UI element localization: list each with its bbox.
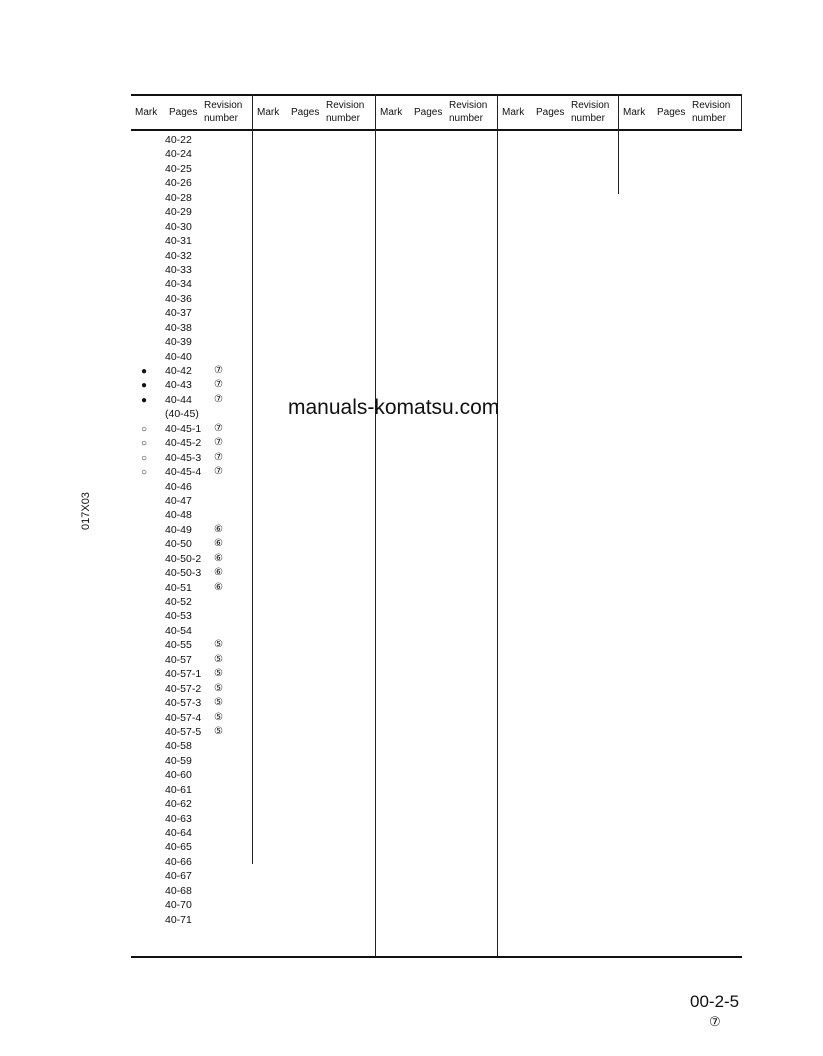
header-mark: Mark — [380, 107, 403, 118]
list-item — [131, 639, 252, 653]
header-mark: Mark — [502, 107, 525, 118]
page-label: 40-68 — [165, 884, 192, 897]
column-header-group — [131, 98, 252, 128]
page-label: 40-45-4 — [165, 466, 202, 479]
list-item — [131, 899, 252, 913]
column-header-group — [376, 98, 497, 128]
header-pages: Pages — [169, 107, 198, 118]
list-item — [131, 192, 252, 206]
revision-number: ⑦ — [214, 437, 223, 449]
page-label: 40-57-5 — [165, 725, 202, 738]
page-label: 40-57 — [165, 653, 192, 666]
revision-number: ⑤ — [214, 653, 223, 665]
page-label: 40-40 — [165, 350, 192, 363]
list-item — [131, 437, 252, 451]
list-item — [131, 582, 252, 596]
mark-symbol: ● — [141, 366, 148, 377]
page-label: 40-46 — [165, 480, 192, 493]
page-label: 40-26 — [165, 177, 192, 190]
page-label: 40-32 — [165, 249, 192, 262]
list-item — [131, 856, 252, 870]
page-label: 40-50 — [165, 538, 192, 551]
header-mark: Mark — [257, 107, 280, 118]
column-header-group — [498, 98, 619, 128]
page-label: 40-57-3 — [165, 697, 202, 710]
revision-number: ⑤ — [214, 668, 223, 680]
page-label: 40-53 — [165, 610, 192, 623]
page-number: 00-2-5 — [690, 992, 740, 1011]
watermark: manuals-komatsu.com — [288, 396, 500, 419]
list-item — [131, 307, 252, 321]
page-label: 40-45-2 — [165, 437, 202, 450]
page-label: 40-66 — [165, 855, 192, 868]
page-label: 40-22 — [165, 134, 192, 146]
page-label: 40-30 — [165, 220, 192, 233]
column-divider — [375, 94, 376, 956]
page-label: 40-57-4 — [165, 711, 202, 724]
column-header-group — [253, 98, 374, 128]
revision-number: ⑥ — [214, 567, 223, 579]
page-label: 40-25 — [165, 162, 192, 175]
page-label: 40-36 — [165, 292, 192, 305]
header-number: number — [449, 113, 483, 124]
header-number: number — [692, 113, 726, 124]
list-item — [131, 394, 252, 408]
page-label: 40-50-2 — [165, 552, 202, 565]
list-item — [131, 235, 252, 249]
page-label: 40-48 — [165, 509, 192, 522]
mark-symbol: ○ — [141, 423, 148, 435]
page-label: 40-45-1 — [165, 422, 202, 435]
page-label: 40-47 — [165, 494, 192, 507]
page-label: 40-57-1 — [165, 668, 202, 681]
header-revision: Revision — [692, 100, 731, 111]
page-label: 40-43 — [165, 379, 192, 392]
page-label: 40-51 — [165, 581, 192, 594]
revision-number: ⑥ — [214, 552, 223, 564]
list-item — [131, 495, 252, 509]
page-label: 40-37 — [165, 307, 192, 320]
header-pages: Pages — [657, 107, 686, 118]
page-label: 40-34 — [165, 278, 192, 291]
page-label: 40-62 — [165, 798, 192, 811]
list-item — [131, 481, 252, 495]
header-revision: Revision — [204, 100, 243, 111]
page-label: 40-38 — [165, 321, 192, 334]
list-item — [131, 365, 252, 379]
list-item — [131, 423, 252, 437]
page-label: 40-70 — [165, 899, 192, 912]
list-item — [131, 221, 252, 235]
list-item — [131, 177, 252, 191]
column-header-group — [619, 98, 740, 128]
page-label: 40-64 — [165, 827, 192, 839]
list-item — [131, 264, 252, 278]
page-label: 40-49 — [165, 523, 192, 536]
revision-number: ⑤ — [214, 682, 223, 694]
list-item — [131, 712, 252, 726]
revision-number: ⑤ — [214, 639, 223, 651]
list-item — [131, 538, 252, 552]
page-label: 40-28 — [165, 191, 192, 204]
revision-number: ⑤ — [214, 697, 223, 709]
list-item — [131, 163, 252, 177]
page-label: 40-63 — [165, 812, 192, 825]
list-item — [131, 466, 252, 480]
list-item — [131, 148, 252, 162]
mark-symbol: ○ — [141, 452, 148, 464]
list-item — [131, 683, 252, 697]
list-item — [131, 740, 252, 754]
side-code: 017X03 — [80, 492, 92, 530]
revision-number: ⑥ — [214, 581, 223, 593]
list-item — [131, 870, 252, 884]
revision-number: ⑥ — [214, 523, 223, 535]
list-item — [131, 509, 252, 523]
list-item — [131, 827, 252, 841]
list-item — [131, 322, 252, 336]
page-label: 40-57-2 — [165, 682, 202, 695]
mark-symbol: ● — [141, 380, 148, 392]
list-item — [131, 755, 252, 769]
list-item — [131, 726, 252, 740]
list-item — [131, 798, 252, 812]
page-label: 40-61 — [165, 783, 192, 796]
list-item — [131, 524, 252, 538]
page-label: 40-42 — [165, 365, 192, 377]
list-item — [131, 784, 252, 798]
list-item — [131, 250, 252, 264]
header-pages: Pages — [536, 107, 565, 118]
revision-number: ⑦ — [214, 379, 223, 391]
page-label: 40-60 — [165, 769, 192, 782]
page-label: 40-31 — [165, 235, 192, 248]
header-number: number — [326, 113, 360, 124]
revision-number: ⑦ — [214, 365, 223, 376]
mark-symbol: ○ — [141, 467, 148, 479]
column-divider — [497, 94, 498, 956]
page-label: 40-71 — [165, 913, 192, 926]
list-item — [131, 293, 252, 307]
list-item — [131, 885, 252, 899]
header-mark: Mark — [623, 107, 646, 118]
page-label: 40-45-3 — [165, 451, 202, 464]
page-label: 40-39 — [165, 336, 192, 349]
header-revision: Revision — [571, 100, 610, 111]
revision-number: ⑦ — [214, 451, 223, 463]
header-number: number — [204, 113, 238, 124]
list-item — [131, 351, 252, 365]
page-label: 40-52 — [165, 596, 192, 608]
mark-symbol: ○ — [141, 438, 148, 450]
list-item — [131, 813, 252, 827]
header-revision: Revision — [449, 100, 488, 111]
page-label: 40-55 — [165, 639, 192, 652]
header-pages: Pages — [291, 107, 320, 118]
list-item — [131, 668, 252, 682]
revision-number: ⑦ — [214, 422, 223, 434]
list-item — [131, 567, 252, 581]
list-item — [131, 278, 252, 292]
header-bottom-rule — [131, 129, 742, 131]
revision-number: ⑦ — [214, 466, 223, 478]
header-number: number — [571, 113, 605, 124]
page-label: (40-45) — [165, 408, 199, 421]
column-divider — [252, 94, 253, 864]
revision-number: ⑤ — [214, 725, 223, 737]
list-item — [131, 610, 252, 624]
table-top-rule — [131, 94, 742, 96]
page-label: 40-54 — [165, 624, 192, 637]
page-label: 40-65 — [165, 841, 192, 854]
mark-symbol: ● — [141, 394, 148, 406]
revision-number: ⑤ — [214, 711, 223, 723]
header-mark: Mark — [135, 107, 158, 118]
list-item — [131, 408, 252, 422]
list-item — [131, 452, 252, 466]
list-item — [131, 134, 252, 148]
page-label: 40-58 — [165, 740, 192, 753]
list-item — [131, 379, 252, 393]
table-bottom-rule — [131, 956, 742, 958]
page-label: 40-59 — [165, 754, 192, 767]
list-item — [131, 654, 252, 668]
revision-number: ⑦ — [214, 393, 223, 405]
list-item — [131, 625, 252, 639]
header-pages: Pages — [414, 107, 443, 118]
page-label: 40-44 — [165, 393, 192, 406]
list-item — [131, 206, 252, 220]
page-label: 40-29 — [165, 206, 192, 219]
page-revision: ⑦ — [709, 1014, 721, 1029]
header-revision: Revision — [326, 100, 365, 111]
list-item — [131, 697, 252, 711]
page-label: 40-33 — [165, 263, 192, 276]
page-label: 40-50-3 — [165, 567, 202, 580]
revision-number: ⑥ — [214, 538, 223, 550]
list-item — [131, 841, 252, 855]
revision-list — [131, 134, 252, 928]
column-divider — [741, 94, 742, 129]
list-item — [131, 553, 252, 567]
list-item — [131, 769, 252, 783]
list-item — [131, 596, 252, 610]
list-item — [131, 914, 252, 928]
list-item — [131, 336, 252, 350]
page-label: 40-24 — [165, 148, 192, 161]
page-label: 40-67 — [165, 870, 192, 883]
